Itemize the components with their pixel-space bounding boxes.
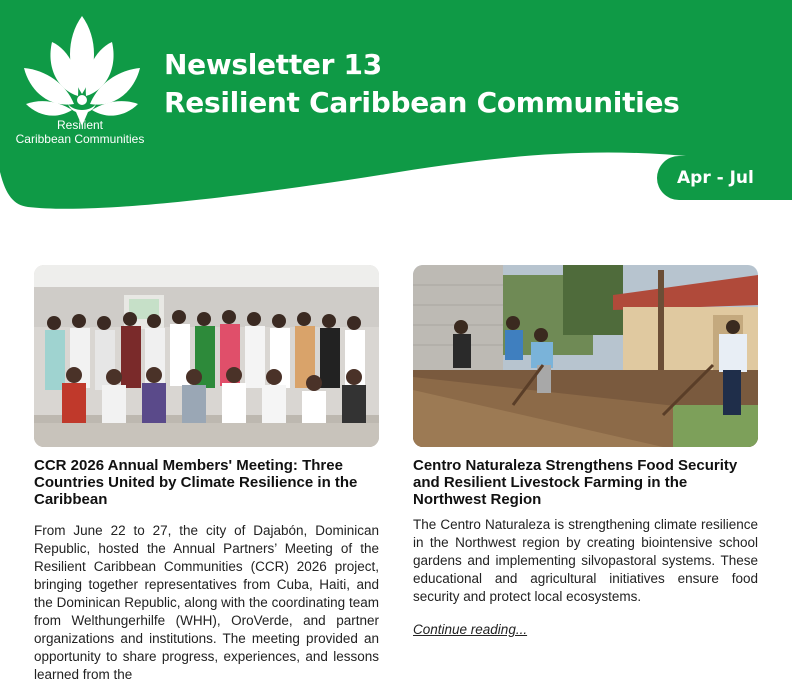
logo-line-2: Caribbean Communities xyxy=(15,132,145,146)
title-line-2: Resilient Caribbean Communities xyxy=(164,86,680,119)
newsletter-title xyxy=(164,46,680,122)
garden-photo xyxy=(413,265,758,447)
title-line-1: Newsletter 13 xyxy=(164,48,382,81)
article-body: The Centro Naturaleza is strengthening climate resilience in the Northwest region by creating biointensive school gardens and implementing silvopastoral systems. These educational and agricultural initiatives ensure food security and protect local ecosystems. xyxy=(413,517,758,604)
date-range-badge: Apr - Jul 2026 xyxy=(657,156,792,200)
article-title: Centro Naturaleza Strengthens Food Security and Resilient Livestock Farming in the Northwest Region xyxy=(413,457,738,508)
article-title: CCR 2026 Annual Members' Meeting: Three Countries United by Climate Resilience in the Caribbean xyxy=(34,457,358,508)
logo-line-1: Resilient xyxy=(56,118,104,132)
article-body: From June 22 to 27, the city of Dajabón, Dominican Republic, hosted the Annual Partners’ Meeting of the Resilient Caribbean Communities (CCR) 2026 project, bringing together representatives from Cuba, Haiti, and the Dominican Republic, along with the coordinating team from Welthungerhilfe (WHH), OroVerde, and partner organizations and institutions. The meeting provided an opportunity to share progress, experiences, and lessons learned from the xyxy=(34,523,379,682)
article-card-centro-naturaleza xyxy=(413,265,758,639)
logo-text xyxy=(4,118,156,146)
continue-reading-link[interactable]: Continue reading... xyxy=(413,622,528,637)
group-photo xyxy=(34,265,379,447)
article-card-meeting xyxy=(34,265,379,684)
